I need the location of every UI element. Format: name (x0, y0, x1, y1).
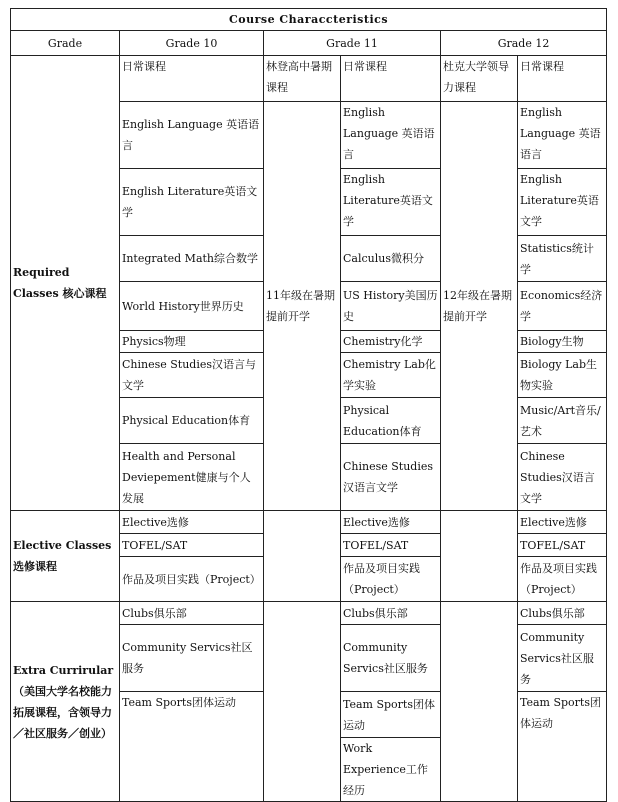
g12-extra: Clubs俱乐部 (518, 602, 607, 625)
g10-extra: Clubs俱乐部 (120, 602, 264, 625)
g12-course: Economics经济学 (518, 282, 607, 331)
g11-course: Chemistry Lab化学实验 (341, 353, 441, 398)
g11-course: Calculus微积分 (341, 236, 441, 282)
g11-course: US History美国历史 (341, 282, 441, 331)
g10-daily-header: 日常课程 (120, 56, 264, 102)
g12-course: Statistics统计学 (518, 236, 607, 282)
g11-course: Physical Education体育 (341, 398, 441, 444)
g12-course: Biology生物 (518, 331, 607, 353)
g12-summer-empty (441, 602, 518, 802)
table-title: Course Characcteristics (11, 9, 607, 31)
g10-elective: TOFEL/SAT (120, 534, 264, 557)
g11-summer-empty (264, 602, 341, 802)
g12-summer-note: 12年级在暑期提前开学 (441, 102, 518, 511)
g10-elective: Elective选修 (120, 511, 264, 534)
g10-extra: Team Sports团体运动 (120, 692, 264, 802)
g11-summer-header: 林登高中暑期课程 (264, 56, 341, 102)
g12-extra: Community Servics社区服务 (518, 625, 607, 692)
g11-elective: Elective选修 (341, 511, 441, 534)
group-elective: Elective Classes 选修课程 (11, 511, 120, 602)
g11-daily-header: 日常课程 (341, 56, 441, 102)
g11-elective: TOFEL/SAT (341, 534, 441, 557)
g12-course: English Literature英语文学 (518, 169, 607, 236)
course-table (10, 8, 607, 802)
g10-course: English Language 英语语言 (120, 102, 264, 169)
g12-course: English Language 英语语言 (518, 102, 607, 169)
header-grade: Grade (11, 31, 120, 56)
group-required: Required Classes 核心课程 (11, 56, 120, 511)
g11-extra: Clubs俱乐部 (341, 602, 441, 625)
g11-extra: Work Experience工作经历 (341, 738, 441, 802)
g11-summer-empty (264, 511, 341, 602)
header-grade-11: Grade 11 (264, 31, 441, 56)
g12-summer-empty (441, 511, 518, 602)
g10-elective: 作品及项目实践（Project） (120, 557, 264, 602)
g11-elective: 作品及项目实践（Project） (341, 557, 441, 602)
g11-course: English Literature英语文学 (341, 169, 441, 236)
group-extra: Extra Currirular （美国大学名校能力拓展课程，含领导力／社区服务／创业） (11, 602, 120, 802)
g12-extra: Team Sports团体运动 (518, 692, 607, 802)
g11-course: Chemistry化学 (341, 331, 441, 353)
g10-course: Physics物理 (120, 331, 264, 353)
g11-course: English Language 英语语言 (341, 102, 441, 169)
g12-daily-header: 日常课程 (518, 56, 607, 102)
g10-course: English Literature英语文学 (120, 169, 264, 236)
g11-course: Chinese Studies 汉语言文学 (341, 444, 441, 511)
g12-course: Music/Art音乐/艺术 (518, 398, 607, 444)
g12-elective: TOFEL/SAT (518, 534, 607, 557)
header-grade-12: Grade 12 (441, 31, 607, 56)
header-grade-10: Grade 10 (120, 31, 264, 56)
g10-course: Integrated Math综合数学 (120, 236, 264, 282)
g10-course: World History世界历史 (120, 282, 264, 331)
g10-course: Health and Personal Deviepement健康与个人发展 (120, 444, 264, 511)
g11-extra: Team Sports团体运动 (341, 692, 441, 738)
g12-summer-header: 杜克大学领导力课程 (441, 56, 518, 102)
g11-extra: Community Servics社区服务 (341, 625, 441, 692)
g10-course: Chinese Studies汉语言与文学 (120, 353, 264, 398)
g10-course: Physical Education体育 (120, 398, 264, 444)
g10-extra: Community Servics社区服务 (120, 625, 264, 692)
g12-elective: 作品及项目实践（Project） (518, 557, 607, 602)
g12-course: Biology Lab生物实验 (518, 353, 607, 398)
g12-elective: Elective选修 (518, 511, 607, 534)
g11-summer-note: 11年级在暑期提前开学 (264, 102, 341, 511)
g12-course: Chinese Studies汉语言文学 (518, 444, 607, 511)
